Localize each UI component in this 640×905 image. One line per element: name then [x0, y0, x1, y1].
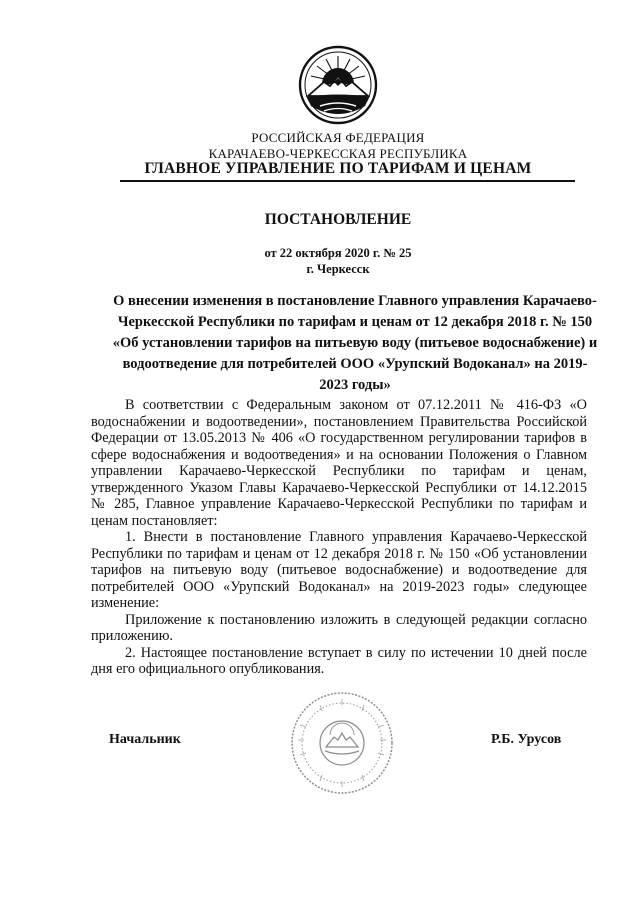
document-subject: О внесении изменения в постановление Главного управления Карачаево-Черкесской Республики по тарифам и ценам от 12 декабря 2018 г. № 150 «Об установлении тарифов на питьевую воду (питьевое водоснабжение) и водоотведение для потребителей ООО «Урупский Водоканал» на 2019-2023 годы» [112, 293, 598, 393]
document-body [91, 397, 587, 678]
document-city: г. Черкесск [306, 262, 370, 276]
body-paragraph-3: Приложение к постановлению изложить в следующей редакции согласно приложению. [91, 611, 587, 644]
document-date: от 22 октября 2020 г. № 25 [264, 246, 412, 260]
header-agency: ГЛАВНОЕ УПРАВЛЕНИЕ ПО ТАРИФАМ И ЦЕНАМ [144, 160, 532, 177]
body-paragraph-2: 1. Внести в постановление Главного управления Карачаево-Черкесской Республики по тарифам и ценам от 12 декабря 2018 г. № 150 «Об установлении тарифов на питьевую воду (питьевое водоснабжение) и водоотведение для потребителей ООО «Урупский Водоканал» на 2019-2023 годы» следующее изменение: [91, 529, 587, 611]
signatory-position: Начальник [109, 732, 181, 747]
body-paragraph-4: 2. Настоящее постановление вступает в силу по истечении 10 дней после дня его официального опубликования. [91, 644, 587, 677]
header-divider [120, 180, 575, 182]
document-title: ПОСТАНОВЛЕНИЕ [264, 211, 412, 228]
header-republic: КАРАЧАЕВО-ЧЕРКЕССКАЯ РЕСПУБЛИКА [208, 146, 468, 161]
body-paragraph-1: В соответствии с Федеральным законом от 07.12.2011 № 416-ФЗ «О водоснабжении и водоотведении», постановлением Правительства Российской Федерации от 13.05.2013 № 406 «О государственном регулировании тарифов в сфере водоснабжения и водоотведения» и на основании Положения о Главном управлении Карачаево-Черкесской Республики по тарифам и ценам, утвержденного Указом Главы Карачаево-Черкесской Республики от 14.12.2015 № 285, Главное управление Карачаево-Черкесской Республики по тарифам и ценам постановляет: [91, 397, 587, 529]
round-seal-icon [270, 685, 410, 800]
header-country: РОССИЙСКАЯ ФЕДЕРАЦИЯ [251, 130, 425, 145]
signatory-name: Р.Б. Урусов [491, 732, 562, 747]
coat-of-arms-icon [298, 44, 378, 126]
